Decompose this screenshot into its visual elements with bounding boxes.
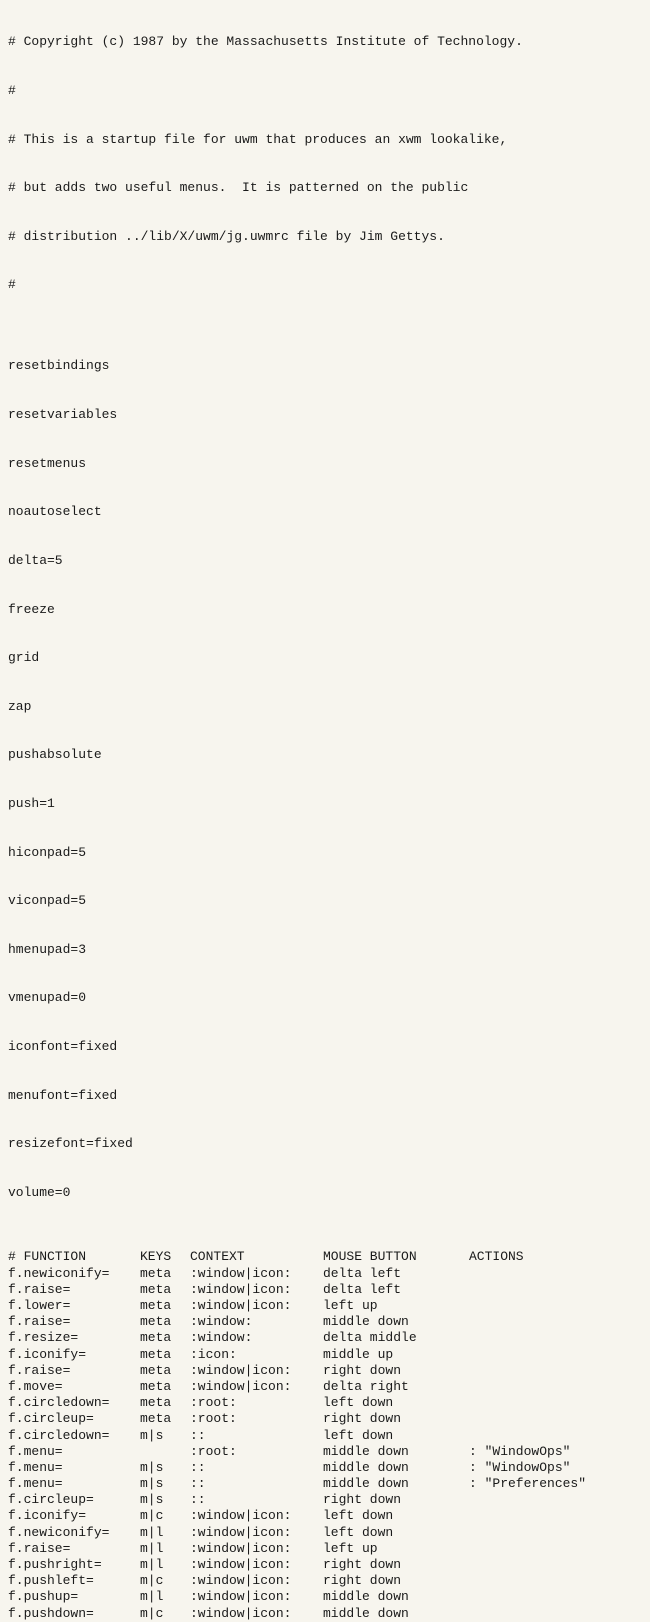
cell-actions: : "WindowOps" [469, 1443, 571, 1459]
table-row [8, 1492, 650, 1508]
header-context: CONTEXT [190, 1249, 245, 1265]
cell-mouse-button: right down [323, 1573, 402, 1589]
cell-function: f.circleup= [8, 1411, 94, 1427]
cell-keys: m|c [140, 1605, 164, 1621]
table-row [8, 1460, 650, 1476]
setting-line: hiconpad=5 [8, 844, 87, 860]
table-row [8, 1363, 650, 1379]
setting-line: noautoselect [8, 504, 102, 520]
table-row [8, 1589, 650, 1605]
table-row [8, 1573, 650, 1589]
settings-block [8, 326, 650, 1233]
cell-context: :window|icon: [190, 1573, 292, 1589]
header-mouse-button: MOUSE BUTTON [323, 1249, 417, 1265]
cell-mouse-button: left down [323, 1524, 394, 1540]
table-row [8, 1541, 650, 1557]
cell-keys: m|c [140, 1573, 164, 1589]
setting-line: vmenupad=0 [8, 990, 87, 1006]
setting-line: delta=5 [8, 552, 63, 568]
setting-line: iconfont=fixed [8, 1039, 118, 1054]
cell-mouse-button: left down [323, 1508, 394, 1524]
table-row [8, 1411, 650, 1427]
table-row [8, 1444, 650, 1460]
cell-mouse-button: delta left [323, 1281, 402, 1297]
cell-context: :: [190, 1427, 206, 1443]
cell-mouse-button: left up [323, 1540, 378, 1556]
table-row [8, 1282, 650, 1298]
setting-line: viconpad=5 [8, 893, 87, 909]
cell-context: :window|icon: [190, 1265, 292, 1281]
cell-function: f.raise= [8, 1362, 71, 1378]
setting-line: zap [8, 698, 32, 714]
setting-line: menufont=fixed [8, 1087, 118, 1103]
cell-function: f.pushright= [8, 1557, 102, 1572]
table-row [8, 1379, 650, 1395]
comment-line: # [8, 83, 16, 99]
cell-function: f.resize= [8, 1330, 79, 1346]
header-actions: ACTIONS [469, 1249, 524, 1265]
cell-context: :root: [190, 1395, 237, 1411]
cell-context: :icon: [190, 1346, 237, 1362]
setting-line: volume=0 [8, 1184, 71, 1200]
cell-mouse-button: right down [323, 1557, 402, 1572]
cell-keys: meta [140, 1330, 172, 1346]
cell-function: f.raise= [8, 1281, 71, 1297]
table-row [8, 1606, 650, 1622]
cell-mouse-button: middle down [323, 1605, 409, 1621]
cell-context: :: [190, 1476, 206, 1492]
cell-actions: : "WindowOps" [469, 1459, 571, 1475]
setting-line: resizefont=fixed [8, 1136, 133, 1152]
cell-function: f.iconify= [8, 1508, 87, 1524]
cell-function: f.lower= [8, 1298, 71, 1313]
cell-context: :window|icon: [190, 1362, 292, 1378]
cell-function: f.iconify= [8, 1346, 87, 1362]
header-keys: KEYS [140, 1249, 172, 1265]
comment-line: # Copyright (c) 1987 by the Massachusetts Institute of Technology. [8, 34, 523, 50]
cell-function: f.circleup= [8, 1492, 94, 1508]
cell-mouse-button: right down [323, 1362, 402, 1378]
cell-function: f.circledown= [8, 1395, 110, 1411]
table-header-row [8, 1249, 650, 1265]
cell-actions: : "Preferences" [469, 1476, 587, 1492]
setting-line: resetbindings [8, 358, 110, 374]
cell-function: f.circledown= [8, 1427, 110, 1443]
table-body [8, 1266, 650, 1622]
cell-mouse-button: middle down [323, 1476, 409, 1492]
cell-mouse-button: right down [323, 1492, 402, 1508]
cell-keys: m|c [140, 1508, 164, 1524]
cell-keys: meta [140, 1265, 172, 1281]
cell-function: f.move= [8, 1378, 63, 1394]
cell-mouse-button: middle down [323, 1589, 409, 1605]
cell-mouse-button: middle up [323, 1346, 394, 1362]
cell-keys: meta [140, 1395, 172, 1411]
cell-context: :window: [190, 1314, 253, 1330]
cell-mouse-button: delta middle [323, 1330, 417, 1346]
table-row [8, 1266, 650, 1282]
cell-function: f.raise= [8, 1314, 71, 1330]
cell-mouse-button: middle down [323, 1459, 409, 1475]
cell-function: f.menu= [8, 1443, 63, 1459]
cell-mouse-button: left down [323, 1395, 394, 1411]
cell-function: f.menu= [8, 1459, 63, 1475]
cell-keys: m|l [140, 1524, 164, 1540]
comment-line: # [8, 277, 16, 293]
setting-line: hmenupad=3 [8, 941, 87, 957]
cell-context: :window|icon: [190, 1524, 292, 1540]
cell-mouse-button: right down [323, 1411, 402, 1427]
table-row [8, 1557, 650, 1573]
cell-context: :window|icon: [190, 1378, 292, 1394]
cell-mouse-button: left up [323, 1298, 378, 1313]
cell-keys: meta [140, 1298, 172, 1313]
bindings-table [8, 1249, 650, 1621]
header-comment-block [8, 0, 650, 326]
cell-mouse-button: middle down [323, 1443, 409, 1459]
cell-keys: meta [140, 1362, 172, 1378]
cell-keys: m|l [140, 1589, 164, 1605]
cell-function: f.raise= [8, 1540, 71, 1556]
setting-line: resetmenus [8, 455, 87, 471]
table-row [8, 1508, 650, 1524]
table-row [8, 1525, 650, 1541]
comment-line: # This is a startup file for uwm that produces an xwm lookalike, [8, 131, 508, 147]
setting-line: push=1 [8, 795, 55, 811]
cell-mouse-button: left down [323, 1427, 394, 1443]
setting-line: grid [8, 650, 40, 666]
cell-keys: m|s [140, 1492, 164, 1508]
cell-mouse-button: middle down [323, 1314, 409, 1330]
cell-keys: meta [140, 1346, 172, 1362]
cell-keys: meta [140, 1378, 172, 1394]
cell-context: :: [190, 1459, 206, 1475]
cell-context: :window|icon: [190, 1298, 292, 1313]
cell-function: f.menu= [8, 1476, 63, 1492]
cell-context: :window|icon: [190, 1540, 292, 1556]
table-row [8, 1298, 650, 1314]
cell-context: :window|icon: [190, 1281, 292, 1297]
table-row [8, 1428, 650, 1444]
table-row [8, 1314, 650, 1330]
cell-keys: m|l [140, 1557, 164, 1572]
cell-keys: m|l [140, 1540, 164, 1556]
cell-context: :window|icon: [190, 1589, 292, 1605]
setting-line: pushabsolute [8, 747, 102, 763]
table-row [8, 1395, 650, 1411]
setting-line: resetvariables [8, 407, 118, 423]
cell-keys: m|s [140, 1459, 164, 1475]
cell-keys: meta [140, 1314, 172, 1330]
table-row [8, 1347, 650, 1363]
cell-context: :window|icon: [190, 1557, 292, 1572]
cell-context: :: [190, 1492, 206, 1508]
header-function: # FUNCTION [8, 1249, 87, 1265]
cell-function: f.pushdown= [8, 1605, 94, 1621]
cell-function: f.newiconify= [8, 1524, 110, 1540]
cell-keys: m|s [140, 1427, 164, 1443]
cell-mouse-button: delta left [323, 1265, 402, 1281]
cell-function: f.newiconify= [8, 1265, 110, 1281]
cell-mouse-button: delta right [323, 1378, 409, 1394]
setting-line: freeze [8, 601, 55, 617]
comment-line: # but adds two useful menus. It is patterned on the public [8, 180, 469, 196]
cell-function: f.pushleft= [8, 1573, 94, 1589]
cell-context: :window: [190, 1330, 253, 1346]
cell-context: :window|icon: [190, 1605, 292, 1621]
comment-line: # distribution ../lib/X/uwm/jg.uwmrc file by Jim Gettys. [8, 228, 445, 244]
table-row [8, 1476, 650, 1492]
cell-function: f.pushup= [8, 1589, 79, 1605]
cell-context: :window|icon: [190, 1508, 292, 1524]
cell-keys: meta [140, 1411, 172, 1427]
cell-keys: m|s [140, 1476, 164, 1492]
cell-context: :root: [190, 1411, 237, 1427]
cell-context: :root: [190, 1443, 237, 1459]
table-row [8, 1330, 650, 1346]
cell-keys: meta [140, 1281, 172, 1297]
